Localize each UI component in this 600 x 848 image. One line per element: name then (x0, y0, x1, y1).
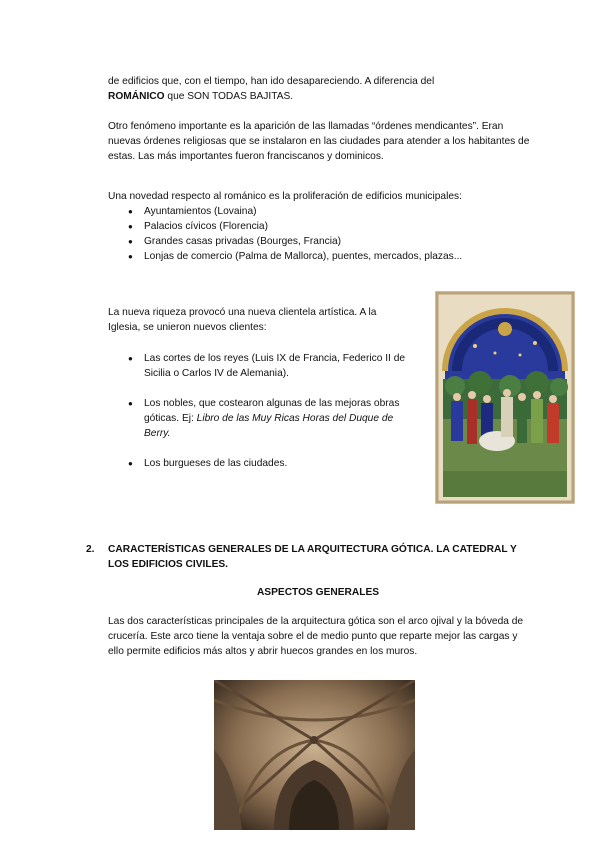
nobles-text: Los nobles, que costearon algunas de las mejoras obras góticas. Ej: (144, 398, 400, 424)
clients-intro: La nueva riqueza provocó una nueva clientela artística. A la Iglesia, se unieron nuevos clientes: (108, 307, 377, 333)
mendicant-text: Otro fenómeno importante es la aparición de las llamadas “órdenes mendicantes”. Eran nuevas órdenes religiosas que se instalaron en las ciudades para atender a los habitantes de estas. Las más importantes fueron franciscanos y dominicos. (108, 121, 530, 162)
intro-paragraph (108, 74, 528, 104)
municipal-buildings-section (108, 189, 538, 264)
municipal-list (108, 204, 538, 264)
intro-line-2 (108, 89, 528, 104)
mendicant-orders-paragraph (108, 119, 530, 164)
gothic-features-paragraph (108, 614, 528, 659)
clients-list (108, 351, 408, 471)
municipal-intro: Una novedad respecto al románico es la proliferación de edificios municipales: (108, 191, 462, 202)
intro-rest: que SON TODAS BAJITAS. (164, 91, 294, 102)
section-title: CARACTERÍSTICAS GENERALES DE LA ARQUITECTURA GÓTICA. LA CATEDRAL Y LOS EDIFICIOS CIVILES. (108, 544, 517, 570)
clients-section (108, 305, 408, 471)
list-item: ● Palacios cívicos (Florencia) (108, 219, 538, 234)
list-item: ● Grandes casas privadas (Bourges, Francia) (108, 234, 538, 249)
list-item: ● Las cortes de los reyes (Luis IX de Francia, Federico II de Sicilia o Carlos IV de Alemania). (108, 351, 408, 381)
list-item: ● Lonjas de comercio (Palma de Mallorca), puentes, mercados, plazas... (108, 249, 538, 264)
section-subtitle: ASPECTOS GENERALES (256, 587, 380, 598)
list-item: ● Ayuntamientos (Lovaina) (108, 204, 538, 219)
rib-vault-photo (214, 680, 415, 830)
list-item (108, 396, 408, 441)
section-heading (86, 542, 526, 572)
section-number: 2. (86, 544, 95, 555)
romanico-bold: ROMÁNICO (108, 91, 165, 102)
manuscript-illustration (435, 291, 575, 504)
list-item: ● Los burgueses de las ciudades. (108, 456, 408, 471)
intro-line: de edificios que, con el tiempo, han ido desapareciendo. A diferencia del (108, 76, 435, 87)
gothic-text: Las dos características principales de la arquitectura gótica son el arco ojival y la bóveda de crucería. Este arco tiene la ventaja sobre el de medio punto que reparte mejor las cargas y ello permite edificios más altos y abrir huecos grandes en los muros. (108, 616, 524, 657)
book-title: Libro de las Muy Ricas Horas del Duque de Berry. (144, 413, 394, 439)
